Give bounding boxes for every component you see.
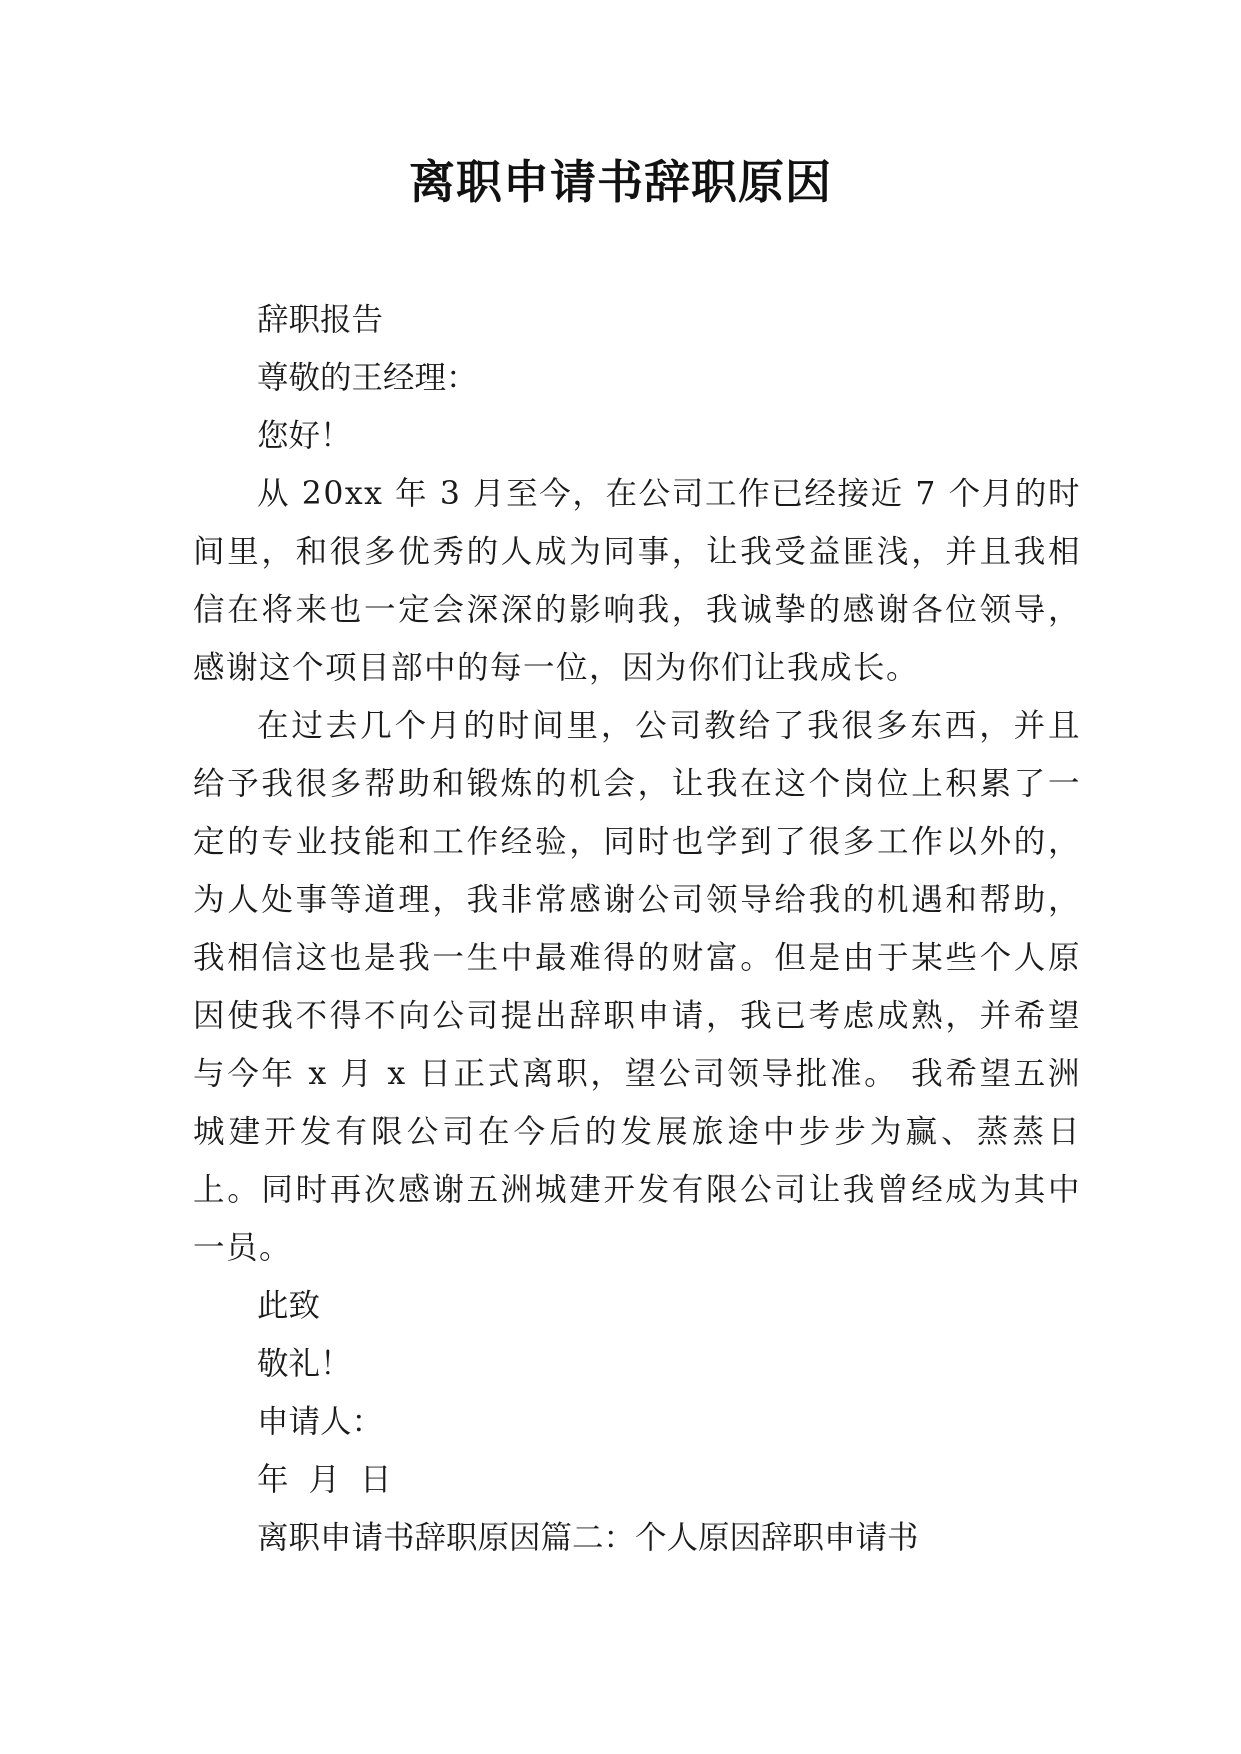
next-section-heading: 离职申请书辞职原因篇二：个人原因辞职申请书 xyxy=(257,1520,919,1556)
closing-regards: 此致 xyxy=(257,1288,321,1324)
report-heading: 辞职报告 xyxy=(257,302,384,338)
closing-salute: 敬礼！ xyxy=(257,1346,352,1382)
date-line: 年 月 日 xyxy=(257,1462,392,1498)
document-title: 离职申请书辞职原因 xyxy=(409,155,832,209)
greeting: 您好！ xyxy=(257,418,352,454)
salutation: 尊敬的王经理： xyxy=(257,360,478,396)
applicant-label: 申请人： xyxy=(257,1404,384,1440)
paragraph-1: 从 20xx 年 3 月至今，在公司工作已经接近 7 个月的时间里，和很多优秀的人成为同事，让我受益匪浅，并且我相信在将来也一定会深深的影响我，我诚挚的感谢各位领导，感谢这个项目部中的每一位，因为你们让我成长。 xyxy=(193,476,1081,686)
paragraph-2: 在过去几个月的时间里，公司教给了我很多东西，并且给予我很多帮助和锻炼的机会，让我在这个岗位上积累了一定的专业技能和工作经验，同时也学到了很多工作以外的，为人处事等道理，我非常感谢公司领导给我的机遇和帮助，我相信这也是我一生中最难得的财富。但是由于某些个人原因使我不得不向公司提出辞职申请，我已考虑成熟，并希望与今年 x 月 x 日正式离职，望公司领导批准。 我希望五洲城建开发有限公司在今后的发展旅途中步步为赢、蒸蒸日上。同时再次感谢五洲城建开发有限公司让我曾经成为其中一员。 xyxy=(193,708,1081,1266)
document-body xyxy=(193,291,1081,1567)
